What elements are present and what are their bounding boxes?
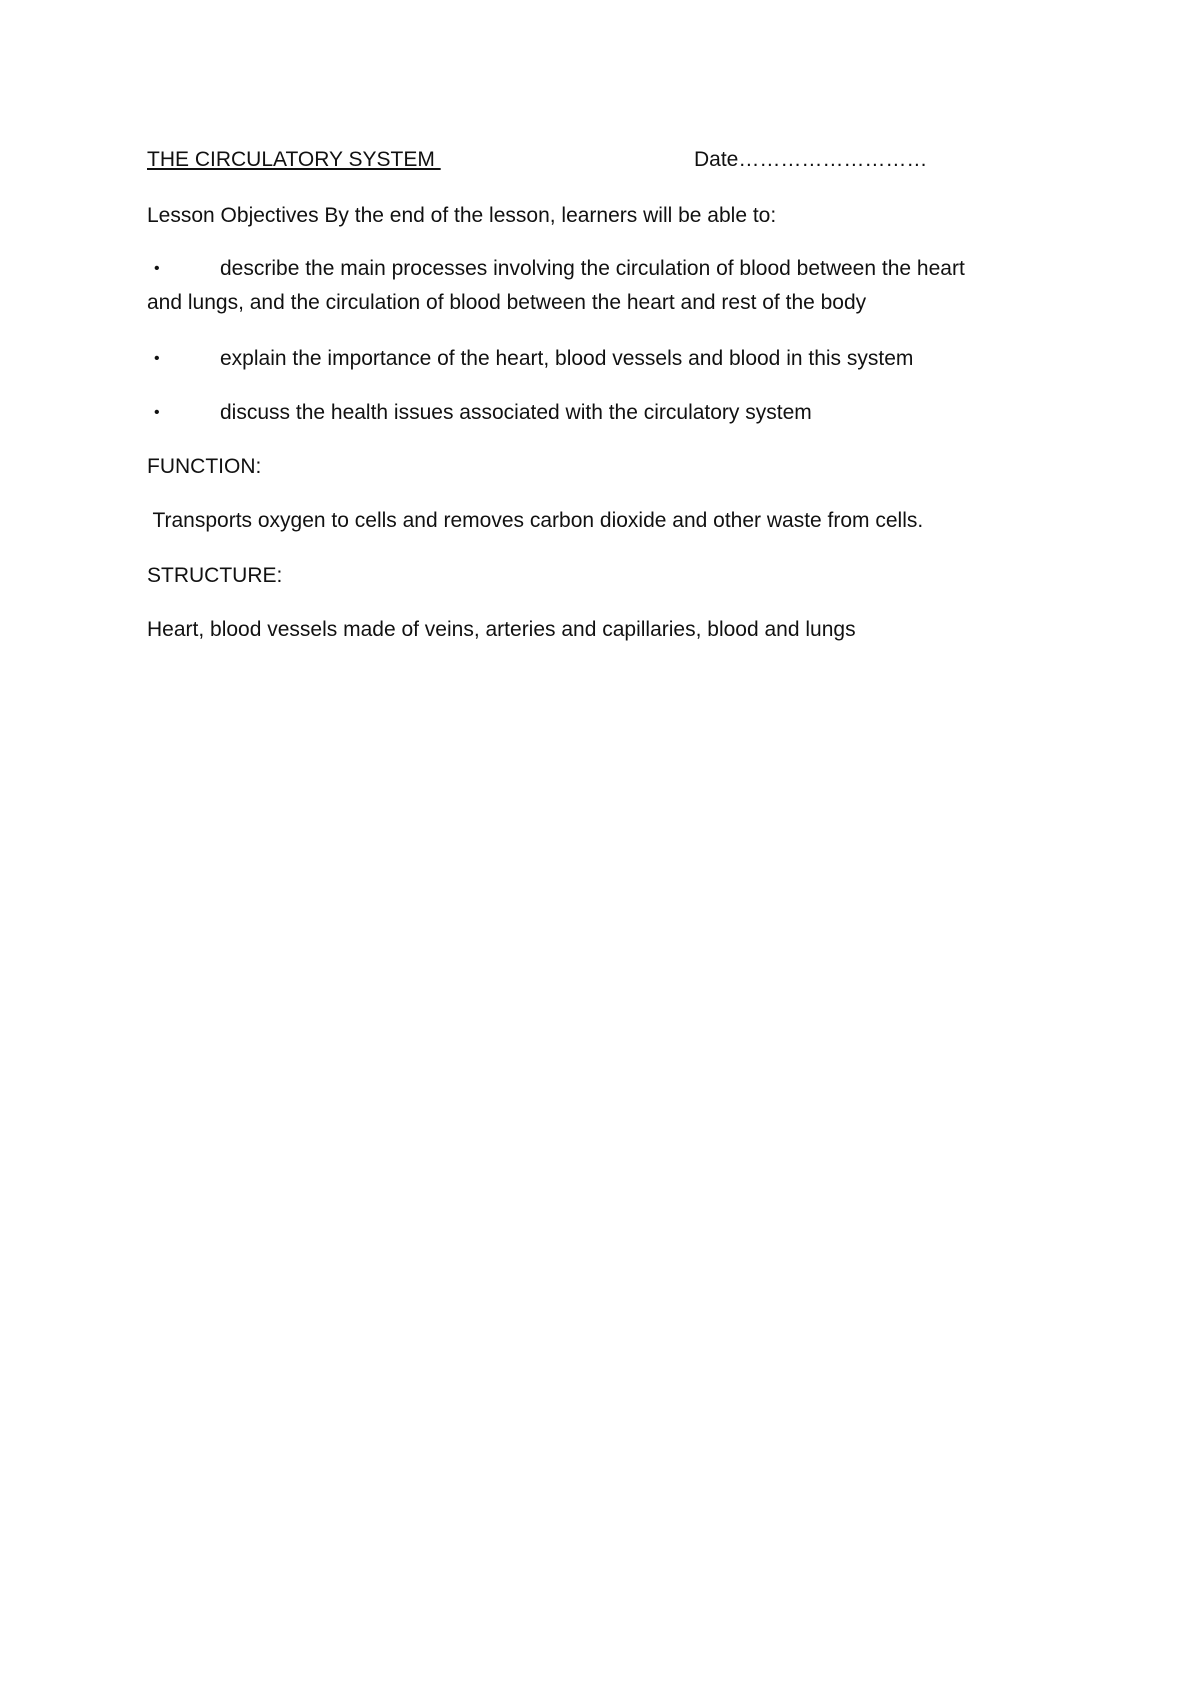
bullet-icon: • [154,260,160,277]
structure-text: Heart, blood vessels made of veins, arteries and capillaries, blood and lungs [147,618,856,641]
objective-text: describe the main processes involving the circulation of blood between the heart [220,257,965,280]
structure-heading: STRUCTURE: [147,564,283,587]
objective-text: explain the importance of the heart, blood vessels and blood in this system [220,347,914,370]
document-header [147,148,1047,178]
bullet-icon: • [154,404,160,421]
date-field: Date……………………… [694,148,928,171]
objective-text: discuss the health issues associated with the circulatory system [220,401,812,424]
function-heading: FUNCTION: [147,455,262,478]
bullet-icon: • [154,350,160,367]
objectives-intro: Lesson Objectives By the end of the lesson, learners will be able to: [147,204,777,227]
function-text: Transports oxygen to cells and removes carbon dioxide and other waste from cells. [147,509,924,532]
objective-text-continued: and lungs, and the circulation of blood between the heart and rest of the body [147,291,867,314]
page-title: THE CIRCULATORY SYSTEM [147,148,441,171]
